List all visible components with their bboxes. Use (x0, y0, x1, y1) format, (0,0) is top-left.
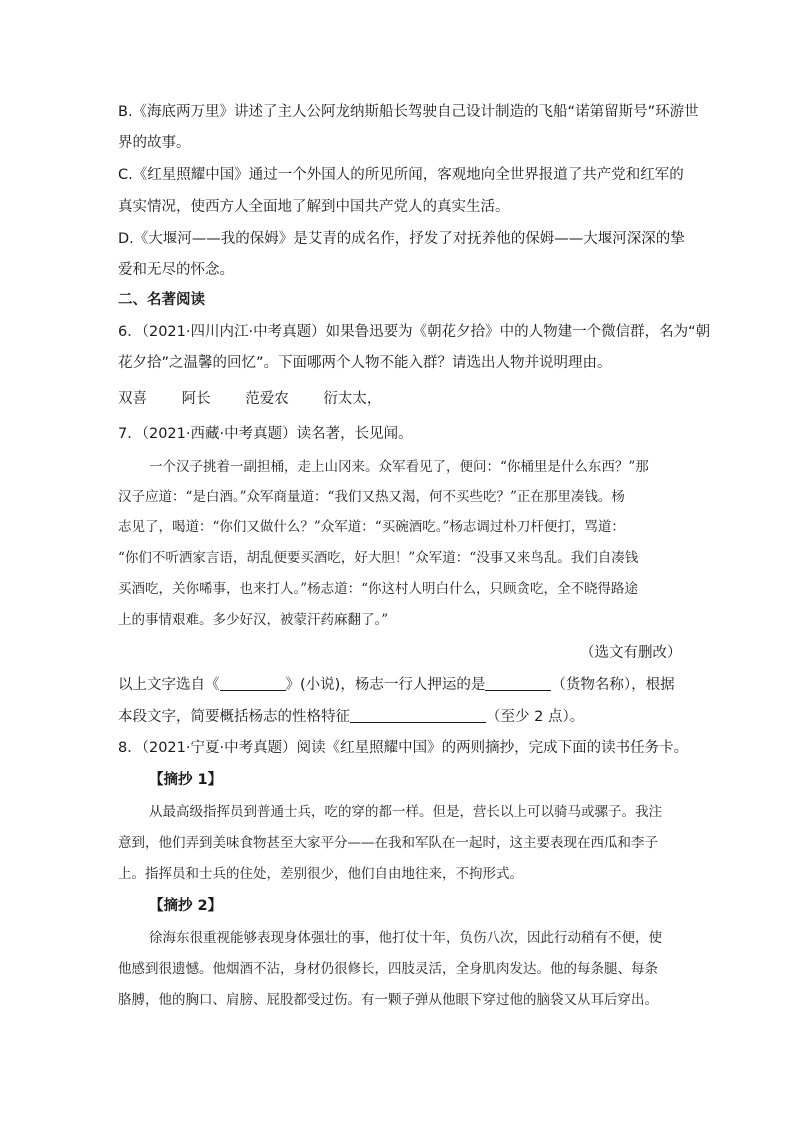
option-c-line1: C.《红星照耀中国》通过一个外国人的所见所闻，客观地向全世界报道了共产党和红军的 (118, 167, 684, 183)
q7-passage-line: 买酒吃，关你唏事，也来打人。”杨志道：“你这村人明白什么，只顾贪吃，全不晓得路途 (118, 581, 639, 597)
excerpt1-line: 从最高级指挥员到普通士兵，吃的穿的都一样。但是，营长以上可以骑马或骡子。我注 (149, 804, 662, 820)
q7-passage-line: 上的事情艰难。多少好汉，被蒙汗药麻翻了。” (118, 612, 389, 628)
q7-passage-line: “你们不听洒家言语，胡乱便要买酒吃，好大胆！”众军道：“没事又来鸟乱。我们自凑钱 (118, 550, 639, 566)
excerpt1-title: 【摘抄 1】 (149, 772, 223, 788)
answer-blank-traits[interactable] (350, 706, 486, 723)
answer-blank-cargo[interactable] (485, 674, 551, 691)
q7-source-note: （选文有删改） (580, 645, 682, 661)
q6-name: 双喜 (118, 391, 147, 407)
q7-ask2-text: （至少 2 点）。 (486, 709, 585, 725)
excerpt2-line: 胳膊，他的胸口、肩膀、屁股都受过伤。有一颗子弹从他眼下穿过他的脑袋又从耳后穿出。 (118, 992, 658, 1008)
q6-line2: 花夕拾”之温馨的回忆”。下面哪两个人物不能入群？请选出人物并说明理由。 (118, 355, 612, 371)
q6-line1: 6．（2021·四川内江·中考真题）如果鲁迅要为《朝花夕拾》中的人物建一个微信群，名为“朝 (118, 324, 711, 340)
q7-passage-line: 汉子应道：“是白酒。”众军商量道：“我们又热又渴，何不买些吃？”正在那里凑钱。杨 (118, 489, 625, 505)
excerpt2-title: 【摘抄 2】 (149, 898, 223, 914)
option-d-line2: 爱和无尽的怀念。 (118, 262, 234, 278)
q7-passage-line: 一个汉子挑着一副担桶，走上山冈来。众军看见了，便问：“你桶里是什么东西？”那 (149, 459, 649, 475)
q7-ask2 (118, 706, 584, 727)
excerpt1-line: 意到，他们弄到美味食物甚至大家平分——在我和军队在一起时，这主要表现在西瓜和李子 (118, 835, 658, 851)
excerpt1-line: 上。指挥员和士兵的住处，差别很少，他们自由地往来，不拘形式。 (118, 866, 523, 882)
q7-ask1-text: （货物名称），根据 (551, 677, 675, 693)
answer-blank-book[interactable] (220, 674, 286, 691)
excerpt2-line: 徐海东很重视能够表现身体强壮的事，他打仗十年，负伤八次，因此行动稍有不便，使 (149, 930, 662, 946)
q8-line1: 8．（2021·宁夏·中考真题）阅读《红星照耀中国》的两则摘抄，完成下面的读书任务卡。 (118, 740, 689, 756)
q6-name: 阿长 (181, 391, 211, 407)
option-c-line2: 真实情况，使西方人全面地了解到中国共产党人的真实生活。 (118, 199, 510, 215)
q6-name: 范爱农 (245, 391, 289, 407)
q7-ask2-text: 本段文字，简要概括杨志的性格特征 (118, 709, 350, 725)
option-d-line1: D.《大堰河——我的保姆》是艾青的成名作，抒发了对抚养他的保姆——大堰河深深的挚 (118, 231, 685, 247)
q7-ask1 (118, 674, 675, 695)
q6-name: 衍太太， (323, 391, 382, 407)
section-title: 二、名著阅读 (118, 292, 205, 308)
option-b-line1: B.《海底两万里》讲述了主人公阿龙纳斯船长驾驶自己设计制造的飞船“诺第留斯号”环游世 (118, 104, 699, 120)
option-b-line2: 界的故事。 (118, 135, 191, 151)
q7-ask1-text: 以上文字选自《 (118, 677, 220, 693)
q7-line1: 7．（2021·西藏·中考真题）读名著，长见闻。 (118, 426, 413, 442)
q6-name-list (118, 389, 411, 409)
q7-ask1-text: 》(小说)，杨志一行人押运的是 (285, 677, 486, 693)
q7-passage-line: 志见了，喝道：“你们又做什么？”众军道：“买碗酒吃。”杨志调过朴刀杆便打，骂道： (118, 519, 625, 535)
excerpt2-line: 他感到很遗憾。他烟酒不沾，身材仍很修长，四肢灵活，全身肌肉发达。他的每条腿、每条 (118, 961, 658, 977)
